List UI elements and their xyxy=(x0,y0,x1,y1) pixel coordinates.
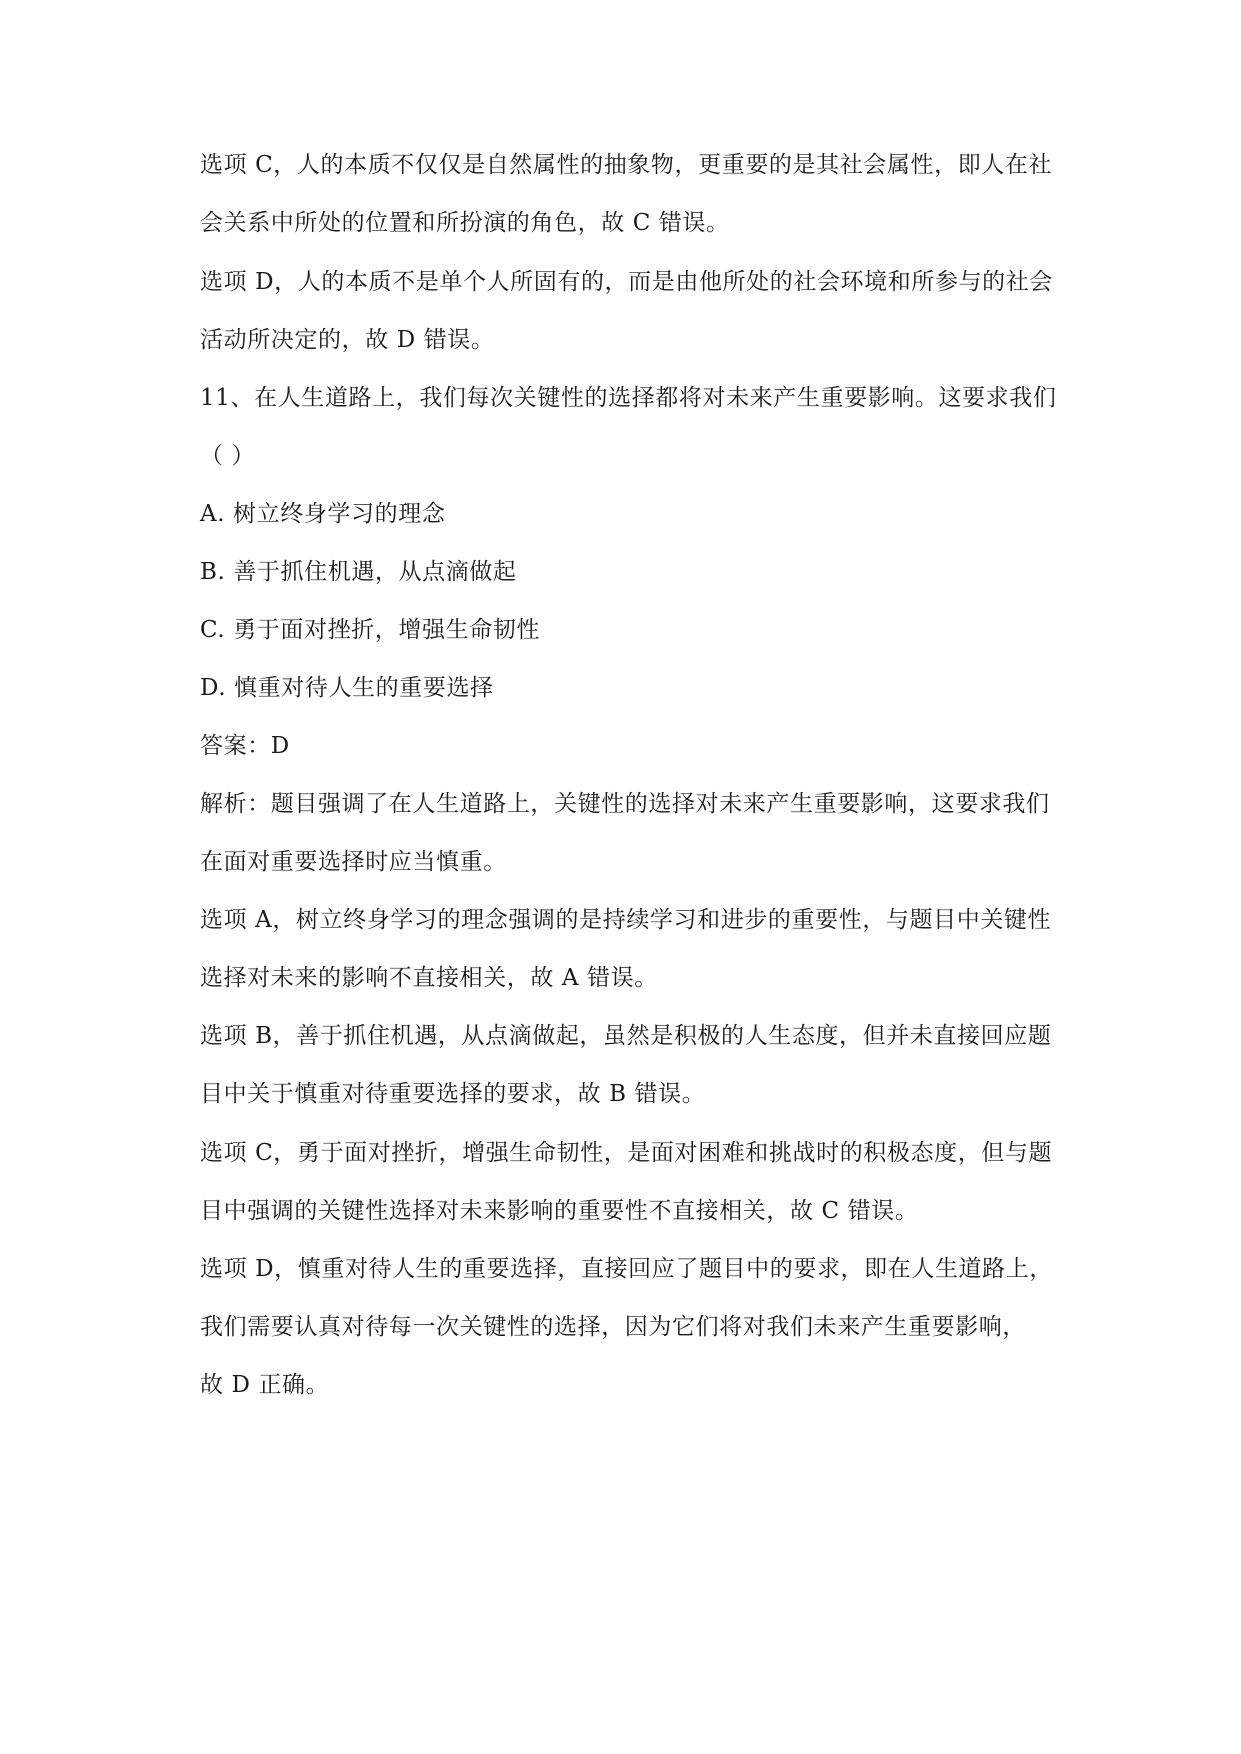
prev-option-c-line-2: 会关系中所处的位置和所扮演的角色，故 C 错误。 xyxy=(200,210,730,236)
explain-a-line-1: 选项 A，树立终身学习的理念强调的是持续学习和进步的重要性，与题目中关键性 xyxy=(200,907,1052,933)
explain-b-line-2: 目中关于慎重对待重要选择的要求，故 B 错误。 xyxy=(200,1081,706,1107)
explain-c-line-1: 选项 C，勇于面对挫折，增强生命韧性，是面对困难和挑战时的积极态度，但与题 xyxy=(200,1140,1053,1166)
choice-a: A. 树立终身学习的理念 xyxy=(200,501,446,527)
explain-d-line-3: 故 D 正确。 xyxy=(200,1372,330,1398)
question-line-1: 11、在人生道路上，我们每次关键性的选择都将对未来产生重要影响。这要求我们 xyxy=(200,385,1057,411)
analysis-line-2: 在面对重要选择时应当慎重。 xyxy=(200,849,507,875)
prev-option-d-line-2: 活动所决定的，故 D 错误。 xyxy=(200,327,495,353)
answer: 答案：D xyxy=(200,733,290,759)
question-line-2: （ ） xyxy=(200,443,256,469)
explain-d-line-1: 选项 D，慎重对待人生的重要选择，直接回应了题目中的要求，即在人生道路上， xyxy=(200,1256,1053,1282)
prev-option-d-line-1: 选项 D，人的本质不是单个人所固有的，而是由他所处的社会环境和所参与的社会 xyxy=(200,269,1053,295)
explain-c-line-2: 目中强调的关键性选择对未来影响的重要性不直接相关，故 C 错误。 xyxy=(200,1198,919,1224)
choice-c: C. 勇于面对挫折，增强生命韧性 xyxy=(200,617,541,643)
choice-d: D. 慎重对待人生的重要选择 xyxy=(200,675,494,701)
choice-b: B. 善于抓住机遇，从点滴做起 xyxy=(200,559,517,585)
analysis-line-1: 解析：题目强调了在人生道路上，关键性的选择对未来产生重要影响，这要求我们 xyxy=(200,791,1050,817)
prev-option-c-line-1: 选项 C，人的本质不仅仅是自然属性的抽象物，更重要的是其社会属性，即人在社 xyxy=(200,152,1053,178)
explain-b-line-1: 选项 B，善于抓住机遇，从点滴做起，虽然是积极的人生态度，但并未直接回应题 xyxy=(200,1023,1052,1049)
explain-a-line-2: 选择对未来的影响不直接相关，故 A 错误。 xyxy=(200,965,658,991)
explain-d-line-2: 我们需要认真对待每一次关键性的选择，因为它们将对我们未来产生重要影响， xyxy=(200,1314,1026,1340)
